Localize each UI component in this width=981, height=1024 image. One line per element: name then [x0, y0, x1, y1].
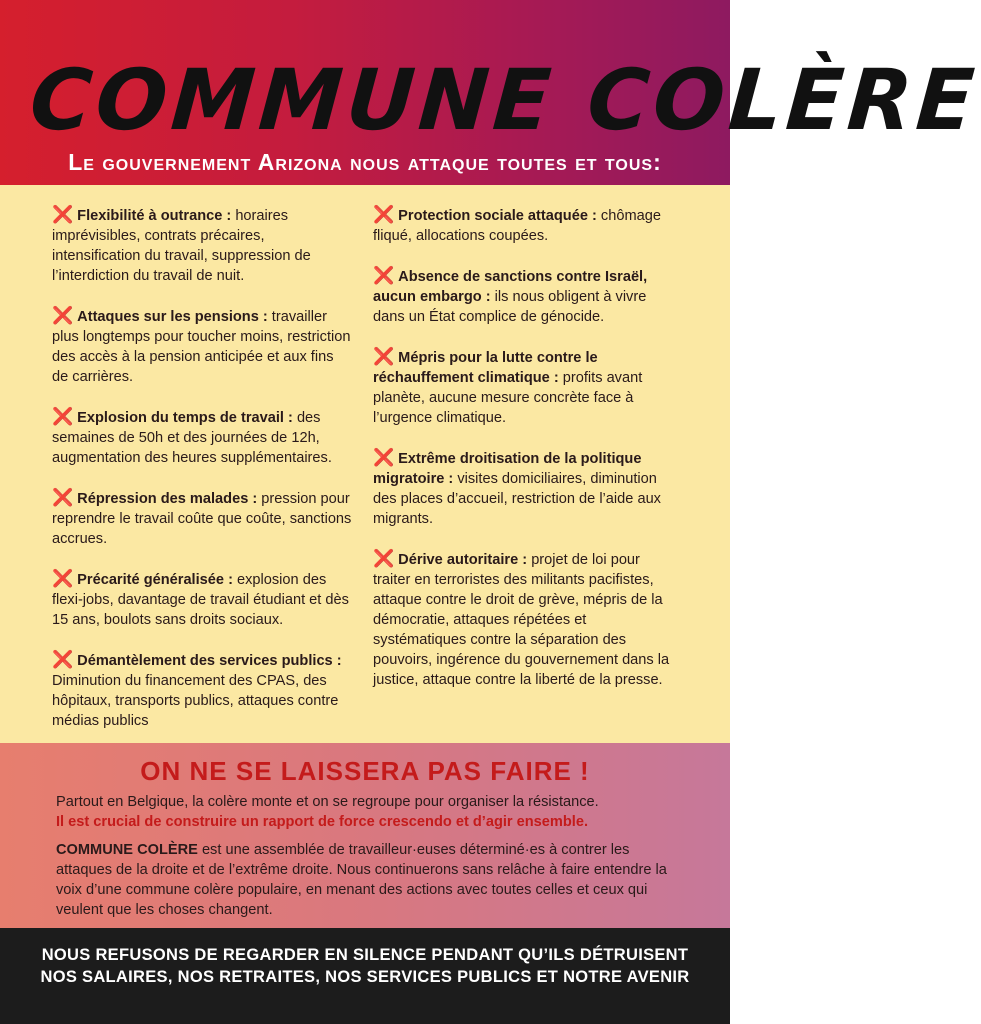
cross-mark-icon: ❌ [373, 347, 395, 366]
footer-line-1: NOUS REFUSONS DE REGARDER EN SILENCE PENDANT QU’ILS DÉTRUISENT [41, 946, 689, 964]
band-title: ON NE SE LAISSERA PAS FAIRE ! [140, 756, 590, 786]
item-text: projet de loi pour traiter en terroristes des militants pacifistes, attaque contre le droit de grève, mépris de la démocratie, attaques répétées et systématiques contre la séparation des pouvoirs, ingérence du gouvernement dans la justice, attaque contre la liberté de la presse. [373, 552, 670, 688]
list-item [373, 205, 675, 246]
list-item [52, 569, 352, 630]
cross-mark-icon: ❌ [52, 407, 74, 426]
list-item [373, 549, 675, 690]
item-heading: Explosion du temps de travail : [77, 410, 293, 426]
cross-mark-icon: ❌ [373, 448, 395, 467]
item-text: horaires imprévisibles, contrats précaires, intensification du travail, suppression de l’interdiction du travail de nuit. [52, 208, 311, 284]
list-item [373, 266, 675, 327]
cross-mark-icon: ❌ [52, 205, 74, 224]
page-title: COMMUNE COLÈRE [26, 51, 981, 149]
item-text: explosion des flexi-jobs, davantage de travail étudiant et dès 15 ans, boulots sans droits sociaux. [52, 572, 349, 628]
band-paragraph-2: Il est crucial de construire un rapport de force crescendo et d’agir ensemble. [56, 814, 589, 830]
item-heading: Répression des malades : [77, 491, 258, 507]
list-item [52, 205, 352, 286]
cross-mark-icon: ❌ [52, 569, 74, 588]
item-heading: Précarité généralisée : [77, 572, 233, 588]
list-item [373, 448, 675, 529]
item-text: ils nous obligent à vivre dans un État complice de génocide. [373, 289, 647, 325]
cross-mark-icon: ❌ [52, 488, 74, 507]
band-paragraph-1: Partout en Belgique, la colère monte et on se regroupe pour organiser la résistance. [56, 794, 599, 810]
item-heading: Extrême droitisation de la politique migratoire : [373, 451, 642, 487]
item-heading: Absence de sanctions contre Israël, aucun embargo : [373, 269, 648, 305]
list-item [52, 650, 352, 731]
item-text: des semaines de 50h et des journées de 12h, augmentation des heures supplémentaires. [52, 410, 332, 466]
band-paragraph-3-text: est une assemblée de travailleur·euses déterminé·es à contrer les attaques de la droite et de l’extrême droite. Nous continuerons sans relâche à faire entendre la voix d’une commune colère populaire, en menant des actions avec toutes celles et ceux qui veulent que les choses changent. [56, 842, 667, 918]
band-paragraph-3 [56, 840, 680, 920]
footer-line-2: NOS SALAIRES, NOS RETRAITES, NOS SERVICES PUBLICS ET NOTRE AVENIR [40, 968, 690, 986]
list-item [373, 347, 675, 428]
cross-mark-icon: ❌ [52, 650, 74, 669]
cross-mark-icon: ❌ [373, 205, 395, 224]
item-heading: Mépris pour la lutte contre le réchauffement climatique : [373, 350, 598, 386]
cross-mark-icon: ❌ [373, 549, 395, 568]
right-column [373, 205, 675, 710]
item-text: profits avant planète, aucune mesure concrète face à l’urgence climatique. [373, 370, 643, 426]
item-text: chômage fliqué, allocations coupées. [373, 208, 661, 244]
page-subtitle: Le gouvernement Arizona nous attaque toutes et tous: [68, 149, 662, 175]
item-text: Diminution du financement des CPAS, des hôpitaux, transports publics, attaques contre médias publics [52, 673, 339, 729]
list-item [52, 407, 352, 468]
item-heading: Attaques sur les pensions : [77, 309, 268, 325]
item-heading: Dérive autoritaire : [398, 552, 528, 568]
organization-name: COMMUNE COLÈRE [56, 842, 198, 858]
cross-mark-icon: ❌ [373, 266, 395, 285]
list-item [52, 488, 352, 549]
list-item [52, 306, 352, 387]
item-text: travailler plus longtemps pour toucher moins, restriction des accès à la pension anticipée et aux fins de carrières. [52, 309, 351, 385]
item-heading: Protection sociale attaquée : [398, 208, 597, 224]
cross-mark-icon: ❌ [52, 306, 74, 325]
item-text: pression pour reprendre le travail coûte que coûte, sanctions accrues. [52, 491, 352, 547]
left-column [52, 205, 352, 751]
item-text: visites domiciliaires, diminution des places d’accueil, restriction de l’aide aux migrants. [373, 471, 661, 527]
item-heading: Démantèlement des services publics : [77, 653, 342, 669]
item-heading: Flexibilité à outrance : [77, 208, 232, 224]
